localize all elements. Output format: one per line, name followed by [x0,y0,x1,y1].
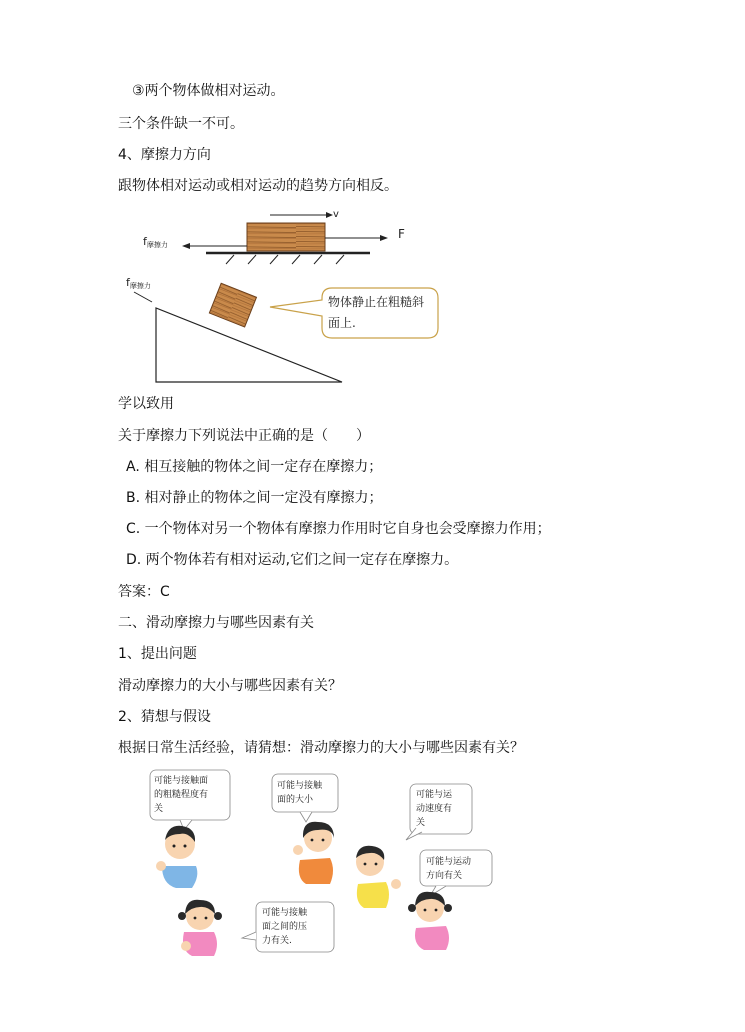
step-1-heading: 1、提出问题 [118,646,197,662]
wooden-block [247,223,325,251]
bubble-1-line-1: 可能与接触面 [154,776,209,786]
incline-friction-arrow [134,292,152,302]
incline-friction-label: f摩擦力 [126,276,151,290]
callout-line-1: 物体静止在粗糙斜 [328,295,425,309]
section-heading-direction: 4、摩擦力方向 [118,147,211,163]
bubble-4-line-2: 方向有关 [426,871,463,881]
step-2-heading: 2、猜想与假设 [118,709,211,725]
condition-summary: 三个条件缺一不可。 [118,116,244,132]
step-1-text: 滑动摩擦力的大小与哪些因素有关？ [118,678,342,694]
speech-bubble-area [272,774,338,812]
option-b: B. 相对静止的物体之间一定没有摩擦力； [126,490,383,506]
direction-text: 跟物体相对运动或相对运动的趋势方向相反。 [118,178,398,194]
kid-girl-pink [408,892,452,950]
bubble-5-line-3: 力有关. [262,936,292,946]
step-2-text: 根据日常生活经验，请猜想：滑动摩擦力的大小与哪些因素有关？ [118,740,524,756]
hypothesis-illustration [140,766,500,966]
bubble-1-line-2: 的粗糙程度有 [154,790,209,800]
part-two-heading: 二、滑动摩擦力与哪些因素有关 [118,615,314,631]
kid-boy-yellow [356,846,401,908]
condition-3: ③两个物体做相对运动。 [132,83,285,99]
bubble-3-line-1: 可能与运 [416,790,453,800]
incline-block [209,283,256,327]
bubble-4-line-1: 可能与运动 [426,857,472,867]
kid-girl-pink-left [178,900,222,956]
horizontal-friction-diagram [140,205,430,265]
answer-text: 答案：C [118,584,170,600]
velocity-label: v [333,209,339,220]
incline-ramp [156,308,342,382]
option-d: D. 两个物体若有相对运动,它们之间一定存在摩擦力。 [126,552,459,568]
bubble-5-line-2: 面之间的压 [262,922,308,932]
option-c: C. 一个物体对另一个物体有摩擦力作用时它自身也会受摩擦力作用； [126,521,551,537]
bubble-1-line-3: 关 [154,804,164,814]
option-a: A. 相互接触的物体之间一定存在摩擦力； [126,459,383,475]
incline-friction-diagram [120,270,450,390]
bubble-2-line-1: 可能与接触 [277,781,323,791]
callout-line-2: 面上. [328,316,356,330]
kid-girl-orange [293,822,334,884]
question-text: 关于摩擦力下列说法中正确的是（ ） [118,428,370,444]
friction-label: f摩擦力 [143,235,168,249]
bubble-3-line-3: 关 [416,818,426,828]
force-label: F [398,227,405,241]
bubble-2-line-2: 面的大小 [277,795,314,805]
bubble-5-line-1: 可能与接触 [262,908,308,918]
apply-heading: 学以致用 [118,396,174,412]
bubble-3-line-2: 动速度有 [416,804,453,814]
kid-boy-blue [156,826,197,888]
